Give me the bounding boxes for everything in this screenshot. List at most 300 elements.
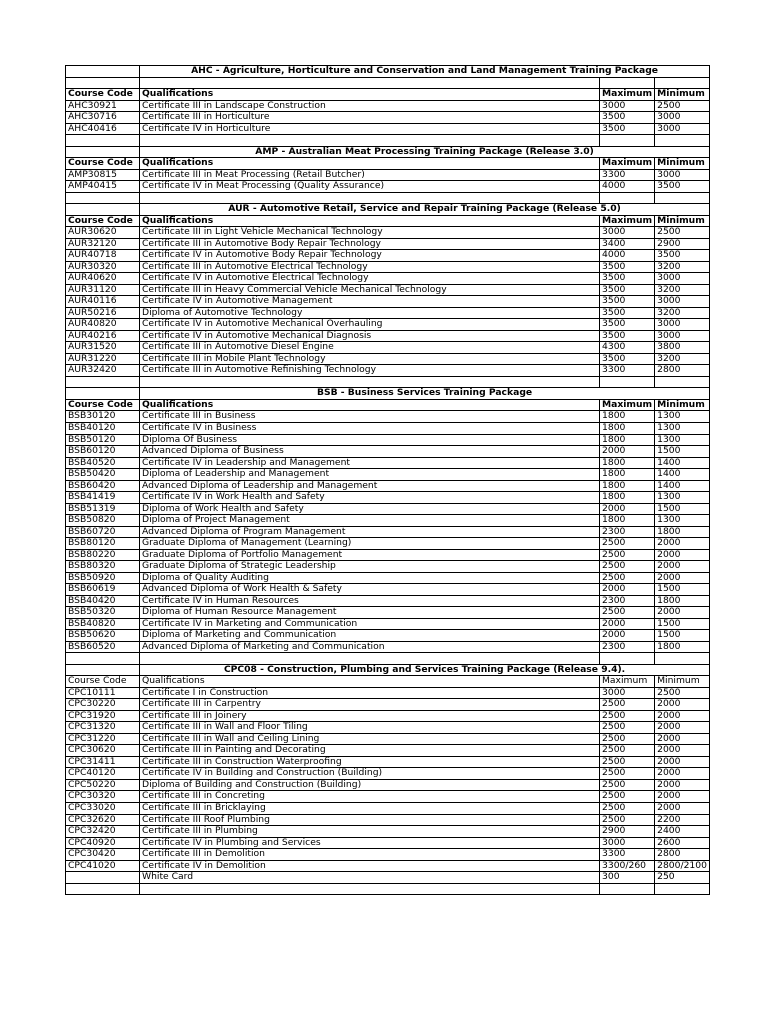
qualification-cell: Certificate III in Plumbing [140, 826, 600, 838]
minimum-cell: 2600 [655, 837, 710, 849]
qualification-cell: Graduate Diploma of Strategic Leadership [140, 561, 600, 573]
course-code-cell: AHC40416 [66, 123, 140, 135]
course-code-cell: AUR31220 [66, 353, 140, 365]
minimum-cell: 3200 [655, 261, 710, 273]
table-row [66, 641, 710, 653]
course-code-cell: BSB40520 [66, 457, 140, 469]
qualification-cell: Certificate III in Wall and Floor Tiling [140, 722, 600, 734]
maximum-cell: 2500 [600, 722, 655, 734]
maximum-cell: 2000 [600, 503, 655, 515]
minimum-cell: 3500 [655, 181, 710, 193]
minimum-cell: 1500 [655, 503, 710, 515]
course-code-cell: AUR50216 [66, 307, 140, 319]
qualification-cell: Certificate III in Carpentry [140, 699, 600, 711]
course-code-cell: AUR40620 [66, 273, 140, 285]
empty-cell [600, 376, 655, 388]
qualification-cell: Certificate III in Heavy Commercial Vehicle Mechanical Technology [140, 284, 600, 296]
course-code-cell: AUR32120 [66, 238, 140, 250]
table-row [66, 526, 710, 538]
qualification-cell: Certificate IV in Leadership and Management [140, 457, 600, 469]
minimum-cell: 2200 [655, 814, 710, 826]
qualification-cell: Certificate III in Automotive Diesel Engine [140, 342, 600, 354]
course-code-cell: BSB51319 [66, 503, 140, 515]
maximum-cell: 2500 [600, 814, 655, 826]
maximum-cell: 1800 [600, 515, 655, 527]
empty-cell [66, 146, 140, 158]
course-code-cell: BSB40120 [66, 422, 140, 434]
minimum-cell: 2500 [655, 227, 710, 239]
fee-table [65, 65, 710, 895]
course-code-cell: CPC30620 [66, 745, 140, 757]
maximum-cell: 3500 [600, 284, 655, 296]
empty-cell [140, 653, 600, 665]
section-title-row [66, 146, 710, 158]
course-code-cell: AUR40216 [66, 330, 140, 342]
blank-row [66, 376, 710, 388]
table-row [66, 768, 710, 780]
table-row [66, 872, 710, 884]
empty-cell [66, 66, 140, 78]
maximum-cell: 2500 [600, 538, 655, 550]
course-code-cell: CPC30220 [66, 699, 140, 711]
qualification-cell: Advanced Diploma of Marketing and Communication [140, 641, 600, 653]
empty-cell [140, 77, 600, 89]
maximum-cell: 4000 [600, 250, 655, 262]
maximum-cell: 2900 [600, 826, 655, 838]
qualification-cell: Certificate III Roof Plumbing [140, 814, 600, 826]
qualification-cell: Certificate IV in Automotive Electrical Technology [140, 273, 600, 285]
section-title: CPC08 - Construction, Plumbing and Services Training Package (Release 9.4). [140, 664, 710, 676]
course-code-cell: BSB60720 [66, 526, 140, 538]
header-minimum: Minimum [655, 676, 710, 688]
header-qualifications: Qualifications [140, 158, 600, 170]
header-course-code: Course Code [66, 676, 140, 688]
minimum-cell: 3000 [655, 296, 710, 308]
maximum-cell: 3500 [600, 261, 655, 273]
minimum-cell: 2000 [655, 779, 710, 791]
empty-cell [66, 77, 140, 89]
table-row [66, 791, 710, 803]
table-row [66, 803, 710, 815]
table-row [66, 284, 710, 296]
maximum-cell: 3500 [600, 296, 655, 308]
empty-cell [655, 883, 710, 895]
qualification-cell: Certificate IV in Plumbing and Services [140, 837, 600, 849]
minimum-cell: 2400 [655, 826, 710, 838]
course-code-cell: AUR40820 [66, 319, 140, 331]
header-course-code: Course Code [66, 89, 140, 101]
table-row [66, 100, 710, 112]
minimum-cell: 1300 [655, 422, 710, 434]
course-code-cell: CPC31320 [66, 722, 140, 734]
course-code-cell: AHC30716 [66, 112, 140, 124]
minimum-cell: 1500 [655, 630, 710, 642]
minimum-cell: 2000 [655, 791, 710, 803]
table-row [66, 112, 710, 124]
course-code-cell: AUR32420 [66, 365, 140, 377]
table-row [66, 549, 710, 561]
course-code-cell: BSB50120 [66, 434, 140, 446]
maximum-cell: 1800 [600, 457, 655, 469]
minimum-cell: 2000 [655, 756, 710, 768]
column-header-row [66, 215, 710, 227]
qualification-cell: Advanced Diploma of Business [140, 446, 600, 458]
maximum-cell: 2500 [600, 756, 655, 768]
course-code-cell: BSB50620 [66, 630, 140, 642]
table-row [66, 572, 710, 584]
qualification-cell: White Card [140, 872, 600, 884]
table-row [66, 699, 710, 711]
maximum-cell: 3500 [600, 353, 655, 365]
table-row [66, 261, 710, 273]
minimum-cell: 2000 [655, 561, 710, 573]
course-code-cell: AUR40116 [66, 296, 140, 308]
minimum-cell: 1800 [655, 526, 710, 538]
table-row [66, 756, 710, 768]
section-title: AUR - Automotive Retail, Service and Repair Training Package (Release 5.0) [140, 204, 710, 216]
table-row [66, 607, 710, 619]
table-row [66, 365, 710, 377]
minimum-cell: 1800 [655, 641, 710, 653]
empty-cell [66, 388, 140, 400]
header-maximum: Maximum [600, 89, 655, 101]
maximum-cell: 3300 [600, 169, 655, 181]
maximum-cell: 3500 [600, 330, 655, 342]
maximum-cell: 3500 [600, 319, 655, 331]
qualification-cell: Diploma of Quality Auditing [140, 572, 600, 584]
qualification-cell: Certificate III in Business [140, 411, 600, 423]
qualification-cell: Certificate III in Joinery [140, 710, 600, 722]
course-code-cell: BSB80320 [66, 561, 140, 573]
empty-cell [140, 883, 600, 895]
qualification-cell: Certificate IV in Automotive Body Repair Technology [140, 250, 600, 262]
empty-cell [655, 653, 710, 665]
minimum-cell: 2000 [655, 722, 710, 734]
header-maximum: Maximum [600, 158, 655, 170]
minimum-cell: 2000 [655, 607, 710, 619]
minimum-cell: 1300 [655, 434, 710, 446]
maximum-cell: 2300 [600, 595, 655, 607]
table-row [66, 745, 710, 757]
maximum-cell: 3000 [600, 837, 655, 849]
maximum-cell: 300 [600, 872, 655, 884]
minimum-cell: 2000 [655, 745, 710, 757]
maximum-cell: 2500 [600, 561, 655, 573]
course-code-cell: BSB41419 [66, 492, 140, 504]
table-row [66, 630, 710, 642]
maximum-cell: 2300 [600, 641, 655, 653]
qualification-cell: Certificate III in Automotive Body Repair Technology [140, 238, 600, 250]
empty-cell [655, 135, 710, 147]
qualification-cell: Certificate IV in Business [140, 422, 600, 434]
empty-cell [655, 77, 710, 89]
qualification-cell: Certificate IV in Horticulture [140, 123, 600, 135]
maximum-cell: 1800 [600, 480, 655, 492]
minimum-cell: 2800 [655, 849, 710, 861]
minimum-cell: 2000 [655, 803, 710, 815]
empty-cell [66, 664, 140, 676]
course-code-cell: BSB30120 [66, 411, 140, 423]
minimum-cell: 2000 [655, 538, 710, 550]
minimum-cell: 2000 [655, 768, 710, 780]
minimum-cell: 1300 [655, 515, 710, 527]
header-minimum: Minimum [655, 215, 710, 227]
minimum-cell: 3000 [655, 112, 710, 124]
table-row [66, 353, 710, 365]
course-code-cell: CPC30420 [66, 849, 140, 861]
empty-cell [66, 653, 140, 665]
course-code-cell: AUR31120 [66, 284, 140, 296]
course-code-cell: AUR40718 [66, 250, 140, 262]
qualification-cell: Diploma Of Business [140, 434, 600, 446]
column-header-row [66, 158, 710, 170]
minimum-cell: 1500 [655, 446, 710, 458]
table-row [66, 515, 710, 527]
minimum-cell: 1500 [655, 618, 710, 630]
course-code-cell: BSB60619 [66, 584, 140, 596]
qualification-cell: Diploma of Work Health and Safety [140, 503, 600, 515]
maximum-cell: 2500 [600, 733, 655, 745]
table-row [66, 296, 710, 308]
empty-cell [66, 376, 140, 388]
minimum-cell: 1500 [655, 584, 710, 596]
maximum-cell: 3300 [600, 849, 655, 861]
table-row [66, 710, 710, 722]
table-row [66, 733, 710, 745]
empty-cell [66, 192, 140, 204]
column-header-row [66, 676, 710, 688]
header-minimum: Minimum [655, 158, 710, 170]
table-row [66, 618, 710, 630]
maximum-cell: 4000 [600, 181, 655, 193]
header-minimum: Minimum [655, 89, 710, 101]
qualification-cell: Certificate IV in Building and Construction (Building) [140, 768, 600, 780]
header-qualifications: Qualifications [140, 215, 600, 227]
empty-cell [655, 376, 710, 388]
header-course-code: Course Code [66, 215, 140, 227]
course-code-cell: BSB80220 [66, 549, 140, 561]
empty-cell [140, 192, 600, 204]
maximum-cell: 1800 [600, 492, 655, 504]
empty-cell [600, 192, 655, 204]
course-code-cell: BSB60420 [66, 480, 140, 492]
table-row [66, 480, 710, 492]
minimum-cell: 1400 [655, 457, 710, 469]
minimum-cell: 1300 [655, 492, 710, 504]
maximum-cell: 3000 [600, 227, 655, 239]
section-title: AMP - Australian Meat Processing Training Package (Release 3.0) [140, 146, 710, 158]
maximum-cell: 2500 [600, 768, 655, 780]
course-code-cell: CPC41020 [66, 860, 140, 872]
table-row [66, 779, 710, 791]
table-row [66, 434, 710, 446]
qualification-cell: Certificate III in Painting and Decorating [140, 745, 600, 757]
qualification-cell: Certificate IV in Automotive Management [140, 296, 600, 308]
empty-cell [66, 135, 140, 147]
maximum-cell: 2000 [600, 630, 655, 642]
qualification-cell: Diploma of Project Management [140, 515, 600, 527]
maximum-cell: 2500 [600, 572, 655, 584]
table-row [66, 503, 710, 515]
course-code-cell: BSB50820 [66, 515, 140, 527]
course-code-cell: BSB40820 [66, 618, 140, 630]
table-row [66, 342, 710, 354]
course-code-cell: CPC10111 [66, 687, 140, 699]
qualification-cell: Certificate III in Automotive Refinishing Technology [140, 365, 600, 377]
qualification-cell: Certificate III in Automotive Electrical Technology [140, 261, 600, 273]
qualification-cell: Certificate III in Wall and Ceiling Lining [140, 733, 600, 745]
maximum-cell: 1800 [600, 422, 655, 434]
qualification-cell: Certificate IV in Automotive Mechanical Overhauling [140, 319, 600, 331]
maximum-cell: 3400 [600, 238, 655, 250]
course-code-cell: AMP30815 [66, 169, 140, 181]
qualification-cell: Certificate IV in Automotive Mechanical Diagnosis [140, 330, 600, 342]
header-maximum: Maximum [600, 215, 655, 227]
section-title-row [66, 388, 710, 400]
course-code-cell: CPC31920 [66, 710, 140, 722]
empty-cell [140, 135, 600, 147]
table-row [66, 238, 710, 250]
minimum-cell: 1400 [655, 469, 710, 481]
section-title-row [66, 664, 710, 676]
header-maximum: Maximum [600, 676, 655, 688]
minimum-cell: 1300 [655, 411, 710, 423]
minimum-cell: 3800 [655, 342, 710, 354]
qualification-cell: Certificate I in Construction [140, 687, 600, 699]
qualification-cell: Diploma of Leadership and Management [140, 469, 600, 481]
minimum-cell: 1800 [655, 595, 710, 607]
minimum-cell: 3500 [655, 250, 710, 262]
course-code-cell: BSB40420 [66, 595, 140, 607]
course-code-cell: AMP40415 [66, 181, 140, 193]
table-row [66, 814, 710, 826]
course-code-cell: BSB60120 [66, 446, 140, 458]
blank-row [66, 77, 710, 89]
table-row [66, 584, 710, 596]
empty-cell [66, 204, 140, 216]
course-code-cell: CPC33020 [66, 803, 140, 815]
course-code-cell: CPC31220 [66, 733, 140, 745]
qualification-cell: Certificate III in Construction Waterproofing [140, 756, 600, 768]
course-code-cell: BSB60520 [66, 641, 140, 653]
maximum-cell: 1800 [600, 411, 655, 423]
table-row [66, 849, 710, 861]
qualification-cell: Advanced Diploma of Leadership and Management [140, 480, 600, 492]
qualification-cell: Certificate III in Bricklaying [140, 803, 600, 815]
minimum-cell: 250 [655, 872, 710, 884]
qualification-cell: Certificate III in Horticulture [140, 112, 600, 124]
qualification-cell: Certificate III in Demolition [140, 849, 600, 861]
table-row [66, 181, 710, 193]
column-header-row [66, 399, 710, 411]
empty-cell [600, 653, 655, 665]
minimum-cell: 3000 [655, 273, 710, 285]
maximum-cell: 2500 [600, 745, 655, 757]
minimum-cell: 2000 [655, 572, 710, 584]
maximum-cell: 2500 [600, 607, 655, 619]
maximum-cell: 2500 [600, 803, 655, 815]
minimum-cell: 2500 [655, 687, 710, 699]
maximum-cell: 1800 [600, 469, 655, 481]
table-row [66, 561, 710, 573]
qualification-cell: Certificate III in Meat Processing (Retail Butcher) [140, 169, 600, 181]
qualification-cell: Certificate III in Light Vehicle Mechanical Technology [140, 227, 600, 239]
minimum-cell: 1400 [655, 480, 710, 492]
maximum-cell: 2300 [600, 526, 655, 538]
header-qualifications: Qualifications [140, 676, 600, 688]
table-row [66, 250, 710, 262]
blank-row [66, 883, 710, 895]
maximum-cell: 3000 [600, 687, 655, 699]
empty-cell [600, 135, 655, 147]
qualification-cell: Diploma of Human Resource Management [140, 607, 600, 619]
qualification-cell: Certificate III in Concreting [140, 791, 600, 803]
table-row [66, 307, 710, 319]
table-row [66, 123, 710, 135]
qualification-cell: Certificate III in Mobile Plant Technology [140, 353, 600, 365]
qualification-cell: Advanced Diploma of Work Health & Safety [140, 584, 600, 596]
maximum-cell: 2500 [600, 549, 655, 561]
maximum-cell: 2000 [600, 584, 655, 596]
table-row [66, 169, 710, 181]
empty-cell [655, 192, 710, 204]
table-row [66, 422, 710, 434]
table-row [66, 411, 710, 423]
course-code-cell [66, 872, 140, 884]
qualification-cell: Advanced Diploma of Program Management [140, 526, 600, 538]
header-course-code: Course Code [66, 399, 140, 411]
qualification-cell: Diploma of Building and Construction (Building) [140, 779, 600, 791]
table-row [66, 319, 710, 331]
section-title: AHC - Agriculture, Horticulture and Conservation and Land Management Training Package [140, 66, 710, 78]
qualification-cell: Graduate Diploma of Management (Learning) [140, 538, 600, 550]
blank-row [66, 192, 710, 204]
table-row [66, 595, 710, 607]
table-row [66, 227, 710, 239]
qualification-cell: Certificate IV in Work Health and Safety [140, 492, 600, 504]
qualification-cell: Diploma of Marketing and Communication [140, 630, 600, 642]
maximum-cell: 3500 [600, 123, 655, 135]
minimum-cell: 2800/2100 [655, 860, 710, 872]
table-row [66, 446, 710, 458]
minimum-cell: 2900 [655, 238, 710, 250]
header-qualifications: Qualifications [140, 89, 600, 101]
table-row [66, 273, 710, 285]
qualification-cell: Certificate IV in Meat Processing (Quality Assurance) [140, 181, 600, 193]
maximum-cell: 3500 [600, 307, 655, 319]
table-row [66, 722, 710, 734]
minimum-cell: 2000 [655, 710, 710, 722]
course-code-cell: CPC50220 [66, 779, 140, 791]
table-row [66, 330, 710, 342]
course-code-cell: AUR30620 [66, 227, 140, 239]
header-minimum: Minimum [655, 399, 710, 411]
maximum-cell: 3500 [600, 273, 655, 285]
table-row [66, 837, 710, 849]
table-row [66, 492, 710, 504]
minimum-cell: 3200 [655, 307, 710, 319]
course-code-cell: AUR30320 [66, 261, 140, 273]
maximum-cell: 2500 [600, 699, 655, 711]
course-code-cell: BSB50920 [66, 572, 140, 584]
course-code-cell: CPC32620 [66, 814, 140, 826]
course-code-cell: BSB50320 [66, 607, 140, 619]
table-row [66, 860, 710, 872]
course-code-cell: CPC30320 [66, 791, 140, 803]
course-code-cell: CPC40920 [66, 837, 140, 849]
minimum-cell: 3200 [655, 353, 710, 365]
qualification-cell: Certificate IV in Marketing and Communication [140, 618, 600, 630]
